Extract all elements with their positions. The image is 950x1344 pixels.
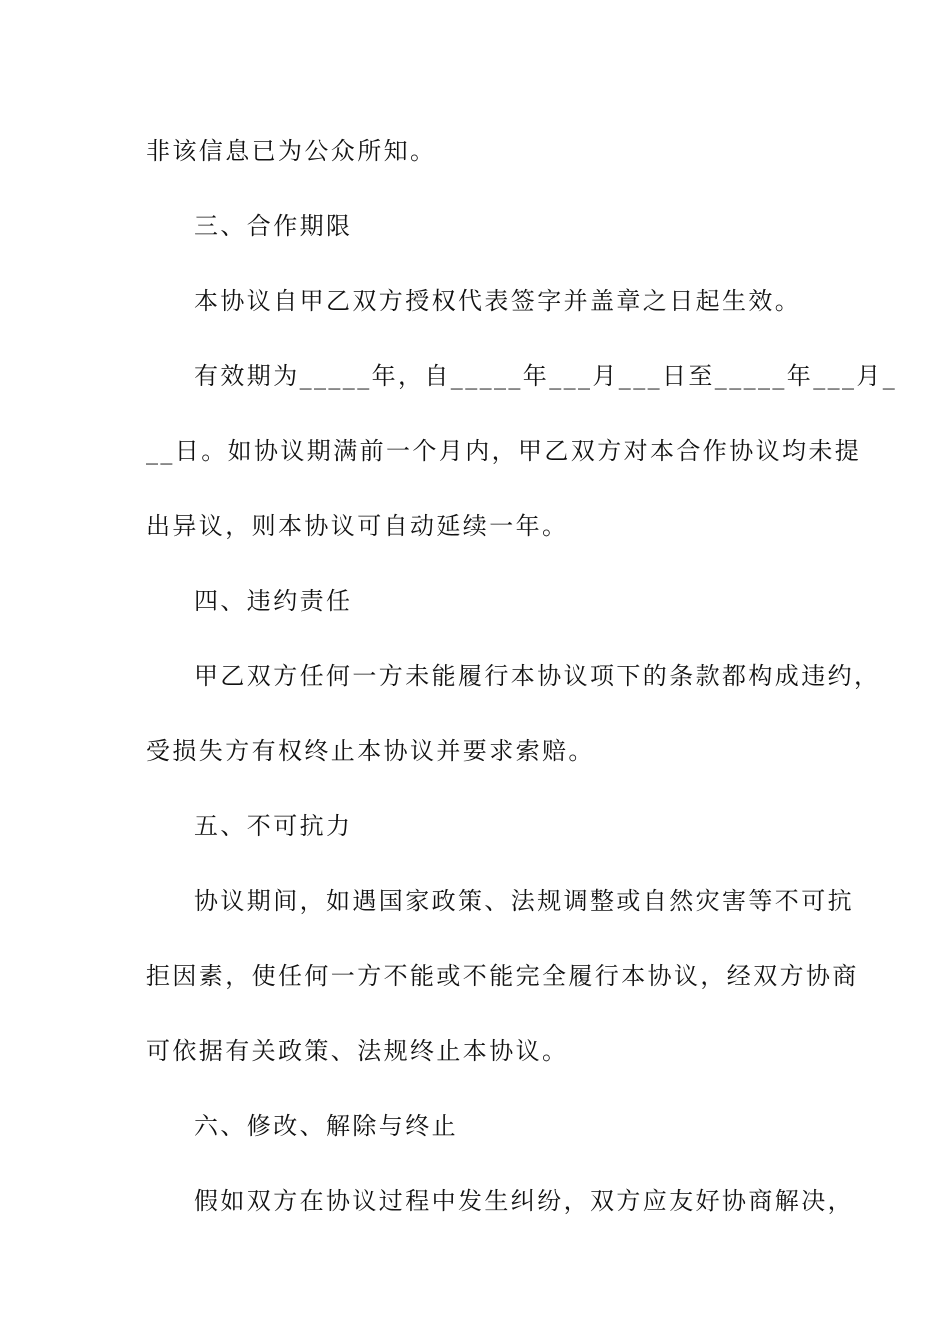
paragraph-line: 有效期为_____年，自_____年___月___日至_____年___月_ xyxy=(194,362,898,390)
paragraph-line: 可依据有关政策、法规终止本协议。 xyxy=(146,1037,569,1065)
paragraph-line: 甲乙双方任何一方未能履行本协议项下的条款都构成违约， xyxy=(194,662,881,690)
paragraph-line: 受损失方有权终止本协议并要求索赔。 xyxy=(146,737,595,765)
paragraph-line: 假如双方在协议过程中发生纠纷，双方应友好协商解决， xyxy=(194,1187,854,1215)
section-heading-liability: 四、违约责任 xyxy=(194,587,353,615)
paragraph-line: 拒因素，使任何一方不能或不能完全履行本协议，经双方协商 xyxy=(146,962,859,990)
paragraph-line: __日。如协议期满前一个月内，甲乙双方对本合作协议均未提 xyxy=(146,437,862,465)
paragraph-line: 非该信息已为公众所知。 xyxy=(146,137,437,165)
paragraph-line: 协议期间，如遇国家政策、法规调整或自然灾害等不可抗 xyxy=(194,887,854,915)
section-heading-termination: 六、修改、解除与终止 xyxy=(194,1112,458,1140)
paragraph-line: 出异议，则本协议可自动延续一年。 xyxy=(146,512,569,540)
section-heading-term: 三、合作期限 xyxy=(194,212,353,240)
paragraph-line: 本协议自甲乙双方授权代表签字并盖章之日起生效。 xyxy=(194,287,802,315)
section-heading-force-majeure: 五、不可抗力 xyxy=(194,812,353,840)
